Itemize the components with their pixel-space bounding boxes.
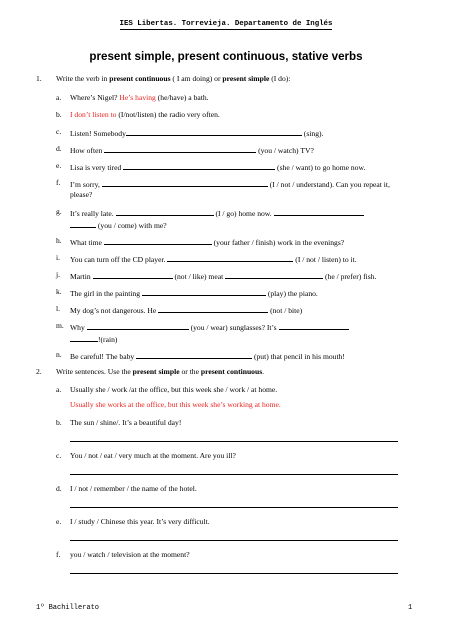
answer-blank-1h[interactable] <box>104 236 212 245</box>
item-letter: h. <box>56 236 62 245</box>
item-letter: b. <box>56 110 62 119</box>
answer-blank-1j-1[interactable] <box>93 270 173 279</box>
item-2a-prompt: Usually she / work /at the office, but this week she / work / at home. <box>70 385 278 394</box>
item-letter: l. <box>56 304 61 313</box>
item-letter: a. <box>56 93 62 102</box>
answer-blank-1m-2[interactable] <box>279 321 349 330</box>
answer-blank-1n[interactable] <box>136 350 252 359</box>
item-letter: f. <box>56 178 61 187</box>
item-1d: How often (you / watch) TV? <box>70 146 314 155</box>
answer-blank-1f[interactable] <box>102 178 268 187</box>
answer-blank-1c[interactable] <box>126 127 302 136</box>
item-1f-continued: please? <box>70 190 93 199</box>
item-2d-prompt: I / not / remember / the name of the hotel. <box>70 484 197 493</box>
answer-line-2d[interactable] <box>70 507 398 508</box>
answer-line-2e[interactable] <box>70 540 398 541</box>
item-1j: Martin (not / like) meat (he / prefer) fish. <box>70 272 377 281</box>
item-letter: j. <box>56 270 61 279</box>
item-1g: It’s really late. (I / go) home now. <box>70 207 364 219</box>
item-letter: e. <box>56 161 62 170</box>
answer-line-2b[interactable] <box>70 441 398 442</box>
item-letter: d. <box>56 484 62 493</box>
answer-blank-1i[interactable] <box>167 253 293 262</box>
answer-blank-1g-1[interactable] <box>116 207 214 216</box>
answer-blank-1m-1[interactable] <box>87 321 189 330</box>
item-letter: b. <box>56 418 62 427</box>
item-2f-prompt: you / watch / television at the moment? <box>70 550 190 559</box>
item-letter: d. <box>56 144 62 153</box>
answer-blank-1e[interactable] <box>123 161 275 170</box>
item-1l: My dog’s not dangerous. He (not / bite) <box>70 306 303 315</box>
item-1m-continued: !(rain) <box>70 333 117 345</box>
answer-blank-1k[interactable] <box>142 287 266 296</box>
exercise-2-instruction: Write sentences. Use the present simple or the present continuous. <box>56 367 265 376</box>
item-letter: m. <box>56 321 64 330</box>
item-1n: Be careful! The baby (put) that pencil in his mouth! <box>70 352 345 361</box>
item-1c: Listen! Somebody (sing). <box>70 129 324 138</box>
footer-course: 1º Bachillerato <box>36 604 100 612</box>
page-number: 1 <box>408 604 413 612</box>
item-letter: f. <box>56 550 61 559</box>
item-letter: e. <box>56 517 62 526</box>
answer-line-2c[interactable] <box>70 474 398 475</box>
answer-blank-1m-3[interactable] <box>70 333 98 342</box>
example-answer: Usually she works at the office, but this week she’s working at home. <box>70 400 281 409</box>
answer-blank-1d[interactable] <box>104 144 256 153</box>
school-header: IES Libertas. Torrevieja. Departamento de Inglés <box>119 20 333 28</box>
item-1h: What time (your father / finish) work in the evenings? <box>70 238 345 247</box>
answer-blank-1l[interactable] <box>158 304 268 313</box>
page-title: present simple, present continuous, stative verbs <box>89 50 363 63</box>
item-2c-prompt: You / not / eat / very much at the moment. Are you ill? <box>70 451 236 460</box>
item-letter: a. <box>56 385 62 394</box>
answer-blank-1g-2[interactable] <box>274 207 364 216</box>
exercise-1-number: 1. <box>36 74 42 83</box>
example-answer: I don’t listen to <box>70 110 117 119</box>
item-1b: I don’t listen to (I/not/listen) the radio very often. <box>70 110 220 119</box>
item-letter: c. <box>56 127 62 136</box>
answer-line-2f[interactable] <box>70 573 398 574</box>
item-1i: You can turn off the CD player. (I / not / listen) to it. <box>70 255 357 264</box>
item-letter: c. <box>56 451 62 460</box>
item-letter: n. <box>56 350 62 359</box>
item-1m: Why (you / wear) sunglasses? It’s <box>70 321 349 333</box>
item-letter: g. <box>56 207 62 216</box>
item-1f: I’m sorry, (I / not / understand). Can you repeat it, <box>70 180 390 189</box>
item-letter: k. <box>56 287 62 296</box>
answer-blank-1j-2[interactable] <box>225 270 323 279</box>
item-2b-prompt: The sun / shine/. It’s a beautiful day! <box>70 418 182 427</box>
answer-blank-1g-3[interactable] <box>70 219 96 228</box>
item-2e-prompt: I / study / Chinese this year. It’s very difficult. <box>70 517 210 526</box>
item-1k: The girl in the painting (play) the piano. <box>70 289 318 298</box>
item-1g-continued: (you / come) with me? <box>70 219 167 231</box>
item-1e: Lisa is very tired (she / want) to go home now. <box>70 163 366 172</box>
item-letter: i. <box>56 253 61 262</box>
example-answer: He’s having <box>119 93 156 102</box>
exercise-2-number: 2. <box>36 367 42 376</box>
exercise-1-instruction: Write the verb in present continuous ( I am doing) or present simple (I do): <box>56 74 291 83</box>
item-1a: Where’s Nigel? He’s having (he/have) a bath. <box>70 93 209 102</box>
